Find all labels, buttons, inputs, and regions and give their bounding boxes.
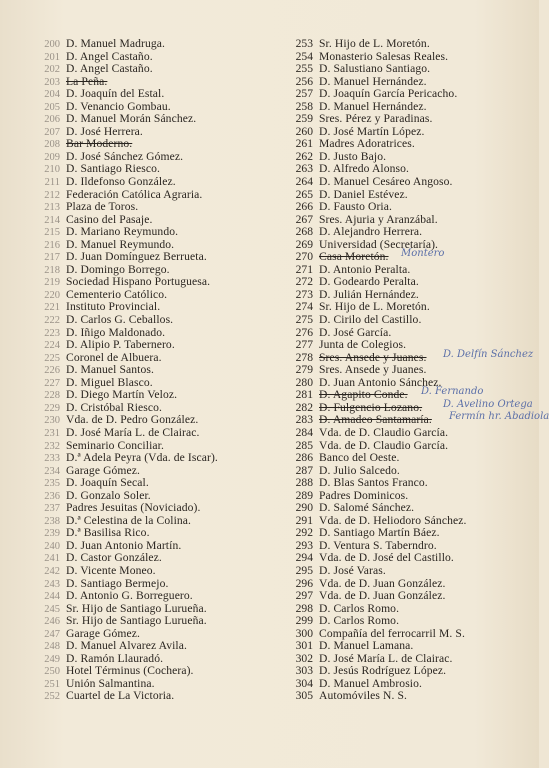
entry-number: 250: [44, 666, 60, 678]
entry-name: Garage Gómez.: [66, 463, 141, 477]
entry-number: 220: [44, 289, 60, 301]
entry-number: 258: [295, 99, 313, 113]
entry-number: 293: [295, 538, 313, 552]
entry-name: Sr. Hijo de L. Moretón.: [319, 300, 430, 314]
entry-name: D. Manuel Ambrosio.: [319, 676, 423, 690]
entry-name: Cuartel de La Victoria.: [66, 689, 175, 703]
entry-number: 299: [295, 614, 313, 628]
list-item: [283, 665, 535, 678]
entry-number: 227: [44, 377, 60, 389]
entry-name: D. José Sánchez Gómez.: [66, 149, 184, 163]
list-item: [30, 527, 270, 540]
entry-number: 261: [295, 137, 313, 151]
entry-name: D. José Martín López.: [319, 124, 425, 138]
entry-number: 246: [44, 616, 60, 628]
list-item: [30, 640, 270, 653]
entry-number: 249: [44, 653, 60, 665]
entry-name: Sres. Ansede y Juanes.: [319, 363, 427, 377]
entry-name: D. Santiago Bermejo.: [66, 576, 169, 590]
entry-number: 234: [44, 465, 60, 477]
entry-name: D.ª Celestina de la Colina.: [66, 513, 192, 527]
entry-number: 238: [44, 515, 60, 527]
entry-number: 303: [295, 664, 313, 678]
entry-name: D. José Herrera.: [66, 124, 143, 138]
entry-name: D. José María L. de Clairac.: [319, 651, 453, 665]
list-item: [283, 502, 535, 515]
entry-name: D. Alejandro Herrera.: [319, 225, 423, 239]
entry-number: 284: [295, 425, 313, 439]
list-item: [283, 248, 535, 264]
entry-number: 202: [44, 64, 60, 76]
entry-number: 209: [44, 151, 60, 163]
entry-number: 217: [44, 252, 60, 264]
entry-name: Sr. Hijo de Santiago Lurueña.: [66, 614, 207, 628]
entry-name: Junta de Colegios.: [319, 338, 407, 352]
list-item: [283, 477, 535, 490]
entry-name: D. Antonio Peralta.: [319, 262, 411, 276]
entry-number: 283: [295, 413, 313, 427]
entry-name: D. Cristóbal Riesco.: [66, 400, 163, 414]
entry-number: 287: [295, 463, 313, 477]
entry-name: D. Fausto Oria.: [319, 200, 392, 214]
entry-name: D. Joaquín Secal.: [66, 476, 149, 490]
entry-name: D. José María L. de Clairac.: [66, 425, 200, 439]
entry-name: Sr. Hijo de Santiago Lurueña.: [66, 601, 207, 615]
entry-name: D. Godeardo Peralta.: [319, 275, 419, 289]
list-item: [283, 63, 535, 76]
entry-name: Instituto Provincial.: [66, 300, 161, 314]
entry-name: D. Manuel Madruga.: [66, 37, 166, 50]
list-item: [283, 452, 535, 465]
list-item: [30, 427, 270, 440]
entry-number: 200: [44, 39, 60, 50]
list-item: [30, 565, 270, 578]
entry-name: D. Angel Castaño.: [66, 49, 153, 63]
entry-name: D. Juan Antonio Sánchez.: [319, 375, 442, 389]
entry-number: 215: [44, 227, 60, 239]
entry-name: D. Blas Santos Franco.: [319, 476, 428, 490]
entry-number: 279: [295, 363, 313, 377]
entry-number: 242: [44, 565, 60, 577]
entry-number: 223: [44, 327, 60, 339]
entry-number: 221: [44, 302, 60, 314]
handwritten-annotation: D. Delfín Sánchez: [443, 348, 534, 360]
entry-name: Madres Adoratrices.: [319, 137, 415, 151]
entry-number: 226: [44, 365, 60, 377]
entry-number: 243: [44, 578, 60, 590]
entry-number: 297: [295, 589, 313, 603]
entry-number: 214: [44, 214, 60, 226]
left-column: [30, 38, 270, 703]
entry-name: D. Ildefonso González.: [66, 175, 176, 189]
entry-number: 291: [295, 513, 313, 527]
entry-number: 255: [295, 62, 313, 76]
list-item: [283, 640, 535, 653]
entry-number: 257: [295, 87, 313, 101]
entry-number: 229: [44, 402, 60, 414]
entry-number: 205: [44, 101, 60, 113]
entry-name: Casino del Pasaje.: [66, 212, 153, 226]
entry-number: 225: [44, 352, 60, 364]
entry-name: D. Agapito Conde.: [319, 388, 408, 402]
entry-number: 281: [295, 388, 313, 402]
entry-name: D. Julián Hernández.: [319, 287, 419, 301]
list-item: [30, 690, 270, 703]
list-item: [30, 63, 270, 76]
entry-number: 298: [295, 601, 313, 615]
list-item: [30, 314, 270, 327]
entry-name: D. Salustiano Santiago.: [319, 62, 431, 76]
list-item: [283, 427, 535, 440]
entry-name: D. Daniel Estévez.: [319, 187, 408, 201]
entry-name: D. Manuel Cesáreo Angoso.: [319, 175, 453, 189]
entry-name: D. Manuel Hernández.: [319, 74, 427, 88]
entry-name: Sr. Hijo de L. Moretón.: [319, 37, 430, 50]
entry-number: 219: [44, 277, 60, 289]
list-item: [283, 88, 535, 101]
entry-number: 262: [295, 149, 313, 163]
entry-name: Unión Salmantina.: [66, 676, 155, 690]
list-item: [30, 176, 270, 189]
list-item: [283, 565, 535, 578]
entry-name: D. Amadeo Santamaría.: [319, 413, 432, 427]
entry-name: Cementerio Católico.: [66, 287, 168, 301]
entry-number: 236: [44, 490, 60, 502]
entry-number: 251: [44, 678, 60, 690]
entry-name: D. Manuel Santos.: [66, 363, 155, 377]
entry-number: 278: [295, 350, 313, 364]
handwritten-annotation: D. Avelino Ortega: [443, 398, 533, 410]
list-item: [30, 201, 270, 214]
entry-number: 302: [295, 651, 313, 665]
entry-number: 269: [295, 237, 313, 251]
entry-name: D. Julio Salcedo.: [319, 463, 400, 477]
entry-number: 282: [295, 400, 313, 414]
entry-name: D. Diego Martín Veloz.: [66, 388, 178, 402]
entry-number: 286: [295, 451, 313, 465]
entry-name: D. Iñigo Maldonado.: [66, 325, 166, 339]
entry-name: Automóviles N. S.: [319, 689, 408, 703]
list-item: [30, 251, 270, 264]
handwritten-annotation: Fermín hr. Abadiola: [449, 411, 549, 423]
entry-number: 260: [295, 124, 313, 138]
list-item: [283, 113, 535, 126]
list-item: [30, 364, 270, 377]
entry-name: Sres. Pérez y Paradinas.: [319, 112, 433, 126]
entry-number: 253: [295, 37, 313, 50]
entry-name: D. Angel Castaño.: [66, 62, 153, 76]
entry-name: D. Manuel Morán Sánchez.: [66, 112, 197, 126]
entry-number: 288: [295, 476, 313, 490]
entry-number: 263: [295, 162, 313, 176]
entry-name: D. Santiago Riesco.: [66, 162, 160, 176]
entry-number: 233: [44, 453, 60, 465]
entry-name: Coronel de Albuera.: [66, 350, 162, 364]
entry-number: 232: [44, 440, 60, 452]
entry-number: 289: [295, 488, 313, 502]
entry-number: 265: [295, 187, 313, 201]
entry-number: 277: [295, 338, 313, 352]
right-column: [283, 37, 549, 703]
entry-name: D. Santiago Martín Báez.: [319, 526, 440, 540]
entry-number: 204: [44, 89, 60, 101]
entry-name: Garage Gómez.: [66, 626, 141, 640]
entry-name: D. Ventura S. Taberndro.: [319, 538, 437, 552]
entry-name: D. Mariano Reymundo.: [66, 225, 179, 239]
entry-number: 208: [44, 139, 60, 151]
entry-number: 256: [295, 74, 313, 88]
entry-name: Vda. de D. Heliodoro Sánchez.: [319, 513, 467, 527]
entry-number: 237: [44, 503, 60, 515]
entry-number: 268: [295, 225, 313, 239]
entry-name: D. Gonzalo Soler.: [66, 488, 151, 502]
list-item: [283, 690, 535, 703]
entry-name: D. Domingo Borrego.: [66, 262, 170, 276]
entry-name: D.ª Adela Peyra (Vda. de Iscar).: [66, 451, 218, 465]
list-item: [30, 615, 270, 628]
entry-number: 201: [44, 51, 60, 63]
entry-name: Vda. de D. Pedro González.: [66, 413, 199, 427]
entry-name: La Peña.: [66, 74, 108, 88]
entry-name: D. Manuel Lamana.: [319, 639, 414, 653]
entry-number: 272: [295, 275, 313, 289]
list-item: [283, 38, 535, 51]
entry-number: 212: [44, 189, 60, 201]
entry-name: D. Carlos G. Ceballos.: [66, 313, 174, 327]
entry-name: D. Fulgencio Lozano.: [319, 400, 423, 414]
entry-number: 300: [295, 626, 313, 640]
entry-name: Universidad (Secretaría).: [319, 237, 439, 251]
entry-number: 294: [295, 551, 313, 565]
entry-number: 210: [44, 164, 60, 176]
entry-number: 224: [44, 340, 60, 352]
entry-number: 231: [44, 427, 60, 439]
list-item: [283, 590, 535, 603]
entry-name: D. José Varas.: [319, 563, 386, 577]
entry-number: 207: [44, 126, 60, 138]
entry-name: D. Alfredo Alonso.: [319, 162, 410, 176]
entry-number: 259: [295, 112, 313, 126]
list-item: [283, 201, 535, 214]
entry-number: 270: [295, 250, 313, 264]
entry-name: D. Venancio Gombau.: [66, 99, 171, 113]
entry-number: 301: [295, 639, 313, 653]
entry-number: 276: [295, 325, 313, 339]
entry-name: Vda. de D. Claudio García.: [319, 425, 449, 439]
entry-name: Casa Moretón.: [319, 250, 389, 264]
entry-number: 206: [44, 114, 60, 126]
entry-number: 274: [295, 300, 313, 314]
list-item: [30, 502, 270, 515]
handwritten-annotation: D. Fernando: [421, 386, 484, 398]
entry-name: D. Carlos Romo.: [319, 601, 400, 615]
entry-number: 305: [295, 689, 313, 703]
entry-number: 267: [295, 212, 313, 226]
entry-number: 296: [295, 576, 313, 590]
entry-name: D. Ramón Llauradó.: [66, 651, 164, 665]
entry-name: D. Joaquín García Pericacho.: [319, 87, 458, 101]
list-item: [30, 452, 270, 465]
entry-name: D. Vicente Moneo.: [66, 563, 156, 577]
entry-name: D. Manuel Reymundo.: [66, 237, 175, 251]
entry-number: 295: [295, 563, 313, 577]
entry-name: D. Salomé Sánchez.: [319, 501, 415, 515]
entry-name: Compañía del ferrocarril M. S.: [319, 626, 465, 640]
entry-name: Vda. de D. Claudio García.: [319, 438, 449, 452]
entry-name: D. Justo Bajo.: [319, 149, 387, 163]
entry-number: 235: [44, 478, 60, 490]
entry-name: Vda. de D. Juan González.: [319, 589, 446, 603]
entry-number: 252: [44, 691, 60, 703]
entry-number: 264: [295, 175, 313, 189]
entry-name: Monasterio Salesas Reales.: [319, 49, 449, 63]
entry-number: 216: [44, 239, 60, 251]
entry-number: 239: [44, 528, 60, 540]
list-item: [30, 389, 270, 402]
entry-number: 222: [44, 315, 60, 327]
entry-number: 240: [44, 540, 60, 552]
entry-number: 304: [295, 676, 313, 690]
entry-name: Banco del Oeste.: [319, 451, 400, 465]
entry-number: 218: [44, 264, 60, 276]
entry-name: D. Castor González.: [66, 551, 162, 565]
entry-name: D. Antonio G. Borreguero.: [66, 589, 193, 603]
list-item: [30, 477, 270, 490]
entry-name: Sres. Ansede y Juanes.: [319, 350, 427, 364]
list-item: [283, 226, 535, 239]
entry-number: 275: [295, 313, 313, 327]
entry-name: D. Alipio P. Tabernero.: [66, 338, 175, 352]
entry-number: 248: [44, 641, 60, 653]
handwritten-annotation: Montero: [401, 248, 445, 260]
entry-number: 271: [295, 262, 313, 276]
list-item: [30, 226, 270, 239]
entry-number: 245: [44, 603, 60, 615]
list-item: [283, 176, 535, 189]
entry-name: D. José García.: [319, 325, 392, 339]
list-item: [283, 615, 535, 628]
entry-name: Vda. de D. José del Castillo.: [319, 551, 454, 565]
entry-name: Seminario Conciliar.: [66, 438, 164, 452]
entry-name: D. Manuel Alvarez Avila.: [66, 639, 187, 653]
entry-name: D. Juan Antonio Martín.: [66, 538, 182, 552]
entry-name: Hotel Términus (Cochera).: [66, 664, 194, 678]
entry-number: 211: [44, 177, 60, 189]
entry-name: D. Cirilo del Castillo.: [319, 313, 422, 327]
entry-number: 228: [44, 390, 60, 402]
entry-number: 247: [44, 628, 60, 640]
list-item: [30, 665, 270, 678]
entry-number: 290: [295, 501, 313, 515]
entry-number: 241: [44, 553, 60, 565]
entry-name: D.ª Basilisa Rico.: [66, 526, 150, 540]
entry-name: Plaza de Toros.: [66, 200, 139, 214]
entry-number: 254: [295, 49, 313, 63]
entry-name: Sres. Ajuria y Aranzábal.: [319, 212, 438, 226]
entry-name: Federación Católica Agraria.: [66, 187, 203, 201]
entry-number: 213: [44, 202, 60, 214]
entry-name: Padres Jesuitas (Noviciado).: [66, 501, 201, 515]
entry-name: Bar Moderno.: [66, 137, 133, 151]
entry-number: 273: [295, 287, 313, 301]
list-item: [30, 113, 270, 126]
entry-name: D. Juan Domínguez Berrueta.: [66, 250, 207, 264]
list-item: [30, 38, 270, 51]
list-item: [30, 590, 270, 603]
entry-number: 285: [295, 438, 313, 452]
list-item: [283, 364, 535, 377]
entry-number: 203: [44, 76, 60, 88]
entry-name: Sociedad Hispano Portuguesa.: [66, 275, 211, 289]
entry-number: 230: [44, 415, 60, 427]
entry-name: Padres Dominicos.: [319, 488, 409, 502]
entry-name: Vda. de D. Juan González.: [319, 576, 446, 590]
entry-name: D. Carlos Romo.: [319, 614, 400, 628]
entry-name: D. Jesús Rodríguez López.: [319, 664, 447, 678]
entry-name: D. Miguel Blasco.: [66, 375, 153, 389]
list-item: [30, 88, 270, 101]
entry-number: 292: [295, 526, 313, 540]
entry-name: D. Joaquín del Estal.: [66, 87, 165, 101]
entry-number: 266: [295, 200, 313, 214]
list-item: [283, 314, 535, 327]
entry-number: 244: [44, 591, 60, 603]
entry-name: D. Manuel Hernández.: [319, 99, 427, 113]
list-item: [30, 339, 270, 352]
list-item: [283, 527, 535, 540]
entry-number: 280: [295, 375, 313, 389]
